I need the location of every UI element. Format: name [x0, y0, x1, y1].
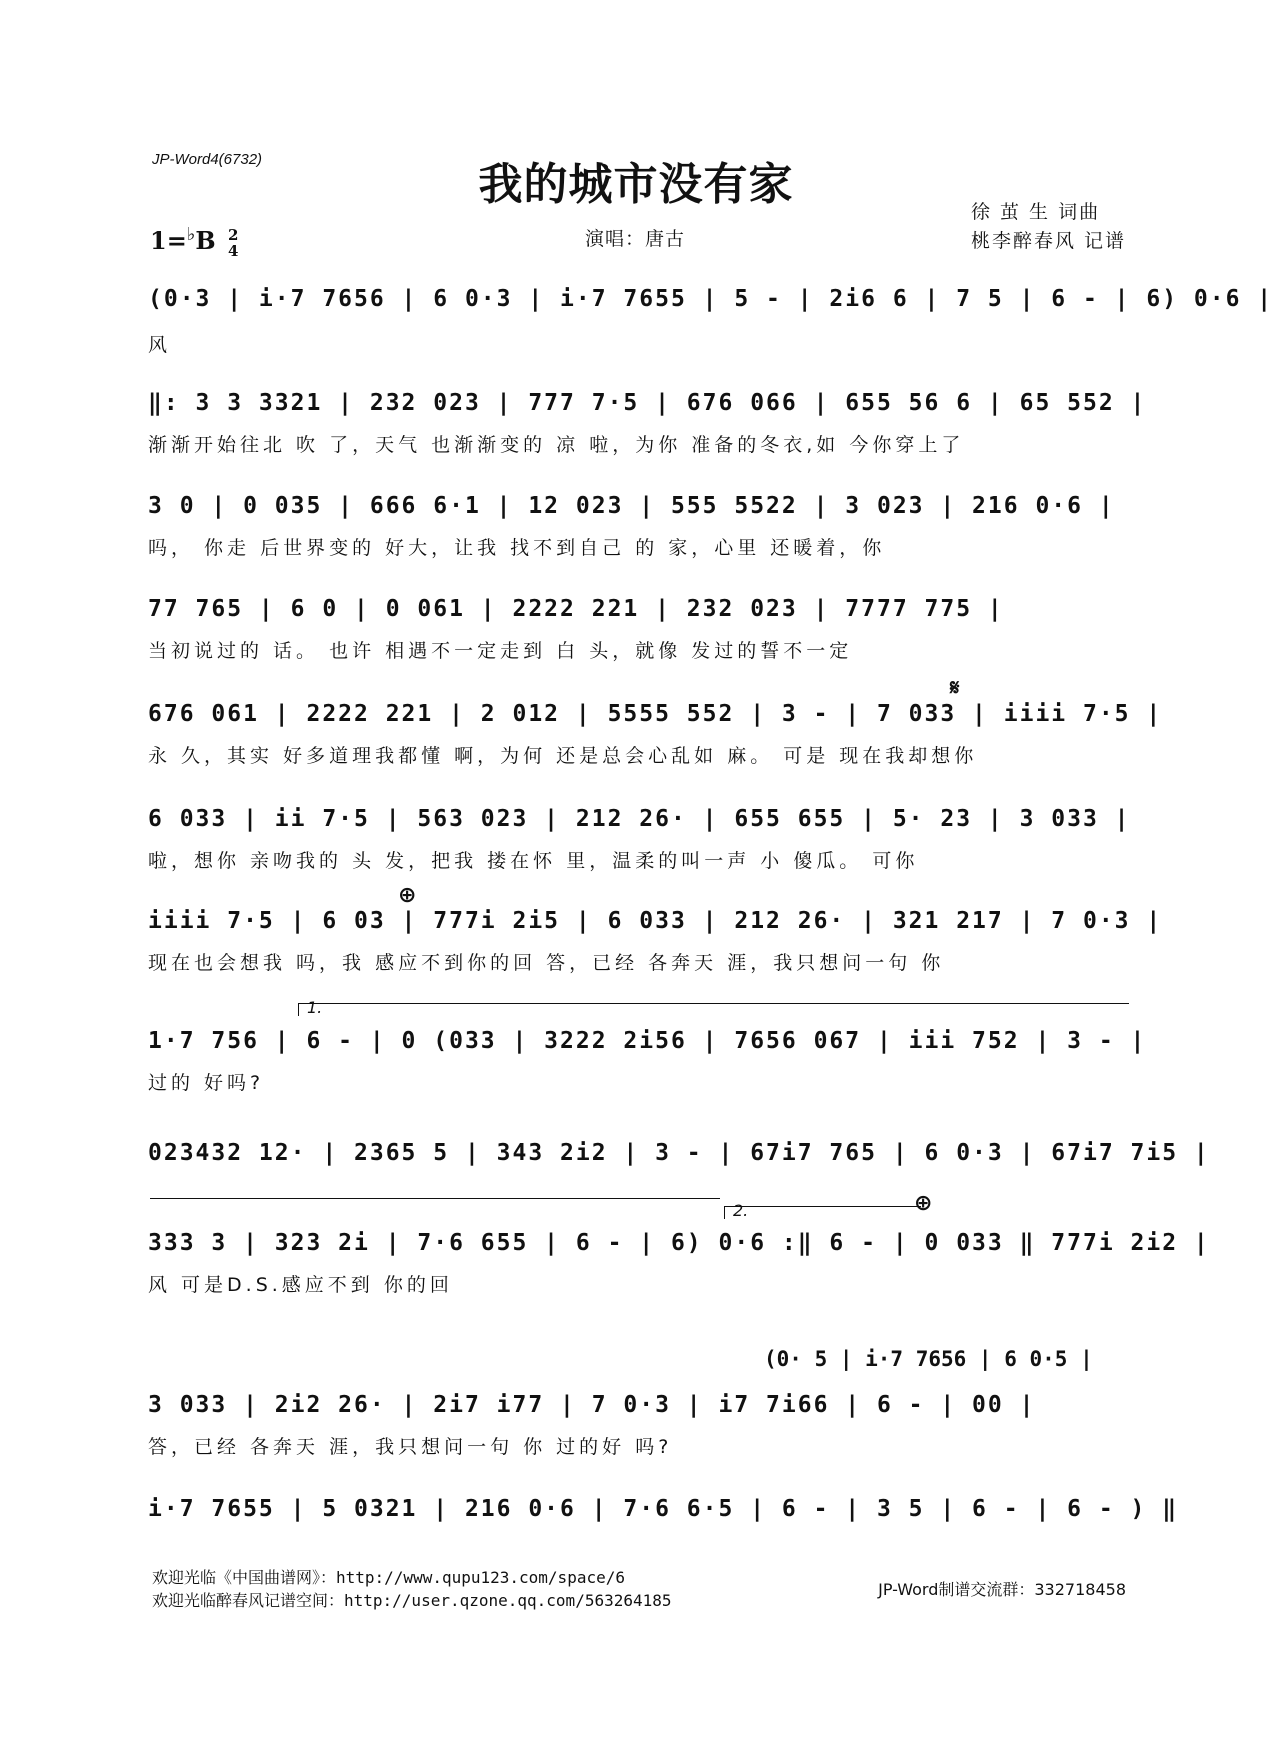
notes-line: iiii 7·5 | 6 03 | 777i 2i5 | 6 033 | 212 26· | 321 217 | 7 0·3 |: [148, 908, 1163, 934]
time-signature: [228, 227, 238, 259]
footer-group: JP-Word制谱交流群：332718458: [878, 1580, 1126, 1599]
lyrics-line: 现在也会想我 吗，我 感应不到你的回 答，已经 各奔天 涯，我只想问一句 你: [148, 952, 945, 974]
key-signature: [150, 224, 238, 259]
lyrics-line: 永 久，其实 好多道理我都懂 啊，为何 还是总会心乱如 麻。 可是 现在我却想你: [148, 745, 978, 767]
notes-line: 1·7 756 | 6 - | 0 (033 | 3222 2i56 | 7656 067 | iii 752 | 3 - |: [148, 1028, 1147, 1054]
song-title: 我的城市没有家: [478, 159, 794, 210]
second-ending-label: 2.: [733, 1201, 749, 1220]
first-ending-bracket: [298, 998, 1129, 1017]
lyrics-line: 吗， 你走 后世界变的 好大，让我 找不到自己 的 家，心里 还暖着，你: [148, 537, 886, 559]
notes-line: 3 033 | 2i2 26· | 2i7 i77 | 7 0·3 | i7 7i66 | 6 - | 00 |: [148, 1392, 1036, 1418]
lyrics-line: 啦，想你 亲吻我的 头 发，把我 搂在怀 里，温柔的叫一声 小 傻瓜。 可你: [148, 850, 919, 872]
credits: [971, 198, 1126, 256]
second-ending-bracket: [724, 1201, 921, 1220]
notes-line: 023432 12· | 2365 5 | 343 2i2 | 3 - | 67i7 765 | 6 0·3 | 67i7 7i5 |: [148, 1140, 1210, 1166]
footer-link-qupu[interactable]: 欢迎光临《中国曲谱网》：http://www.qupu123.com/space/6: [152, 1568, 625, 1587]
transcriber: 桃李醉春风 记谱: [970, 230, 1126, 252]
key-label: 1=: [150, 226, 187, 255]
notes-line: i·7 7655 | 5 0321 | 216 0·6 | 7·6 6·5 | 6 - | 3 5 | 6 - | 6 - ) ‖: [148, 1496, 1179, 1522]
lyrics-line: 渐渐开始往北 吹 了，天气 也渐渐变的 凉 啦，为你 准备的冬衣,如 今你穿上了: [148, 434, 965, 456]
notes-line: (0·3 | i·7 7656 | 6 0·3 | i·7 7655 | 5 - | 2i6 6 | 7 5 | 6 - | 6) 0·6 |: [148, 286, 1273, 312]
singer: 演唱：唐古: [585, 228, 686, 250]
footer-link-qzone[interactable]: 欢迎光临醉春风记谱空间：http://user.qzone.qq.com/563264185: [152, 1591, 672, 1610]
coda-icon: ⊕: [398, 883, 417, 908]
notes-line: 77 765 | 6 0 | 0 061 | 2222 221 | 232 023 | 7777 775 |: [148, 596, 1004, 622]
meter-top: 2: [227, 225, 239, 244]
footer-links: [152, 1566, 672, 1612]
composer: 徐 茧 生 词曲: [970, 201, 1101, 223]
lyrics-line: 风: [148, 334, 172, 356]
notes-line: 333 3 | 323 2i | 7·6 655 | 6 - | 6) 0·6 :‖ 6 - | 0 033 ‖ 777i 2i2 |: [148, 1230, 1210, 1256]
coda-intro-line: (0· 5 | i·7 7656 | 6 0·5 |: [764, 1347, 1093, 1371]
first-ending-label: 1.: [307, 998, 323, 1017]
meter-bottom: 4: [227, 241, 239, 260]
lyrics-line: 风 可是D.S.感应不到 你的回: [148, 1274, 453, 1296]
segno-icon: 𝄋: [950, 676, 960, 701]
coda-icon: ⊕: [914, 1191, 933, 1216]
notes-line: 6 033 | ii 7·5 | 563 023 | 212 26· | 655 655 | 5· 23 | 3 033 |: [148, 806, 1131, 832]
flat-symbol: ♭: [186, 224, 196, 245]
notes-line: ‖: 3 3 3321 | 232 023 | 777 7·5 | 676 066 | 655 56 6 | 65 552 |: [148, 390, 1147, 416]
notes-line: 676 061 | 2222 221 | 2 012 | 5555 552 | 3 - | 7 033 | iiii 7·5 |: [148, 701, 1163, 727]
lyrics-line: 答，已经 各奔天 涯，我只想问一句 你 过的好 吗?: [148, 1436, 673, 1458]
software-label: JP-Word4(6732): [152, 151, 263, 168]
notes-line: 3 0 | 0 035 | 666 6·1 | 12 023 | 555 5522 | 3 023 | 216 0·6 |: [148, 493, 1115, 519]
lyrics-line: 当初说过的 话。 也许 相遇不一定走到 白 头，就像 发过的誓不一定: [148, 640, 853, 662]
first-ending-line: [150, 1198, 720, 1199]
key-note: B: [195, 226, 216, 255]
lyrics-line: 过的 好吗?: [148, 1072, 265, 1094]
